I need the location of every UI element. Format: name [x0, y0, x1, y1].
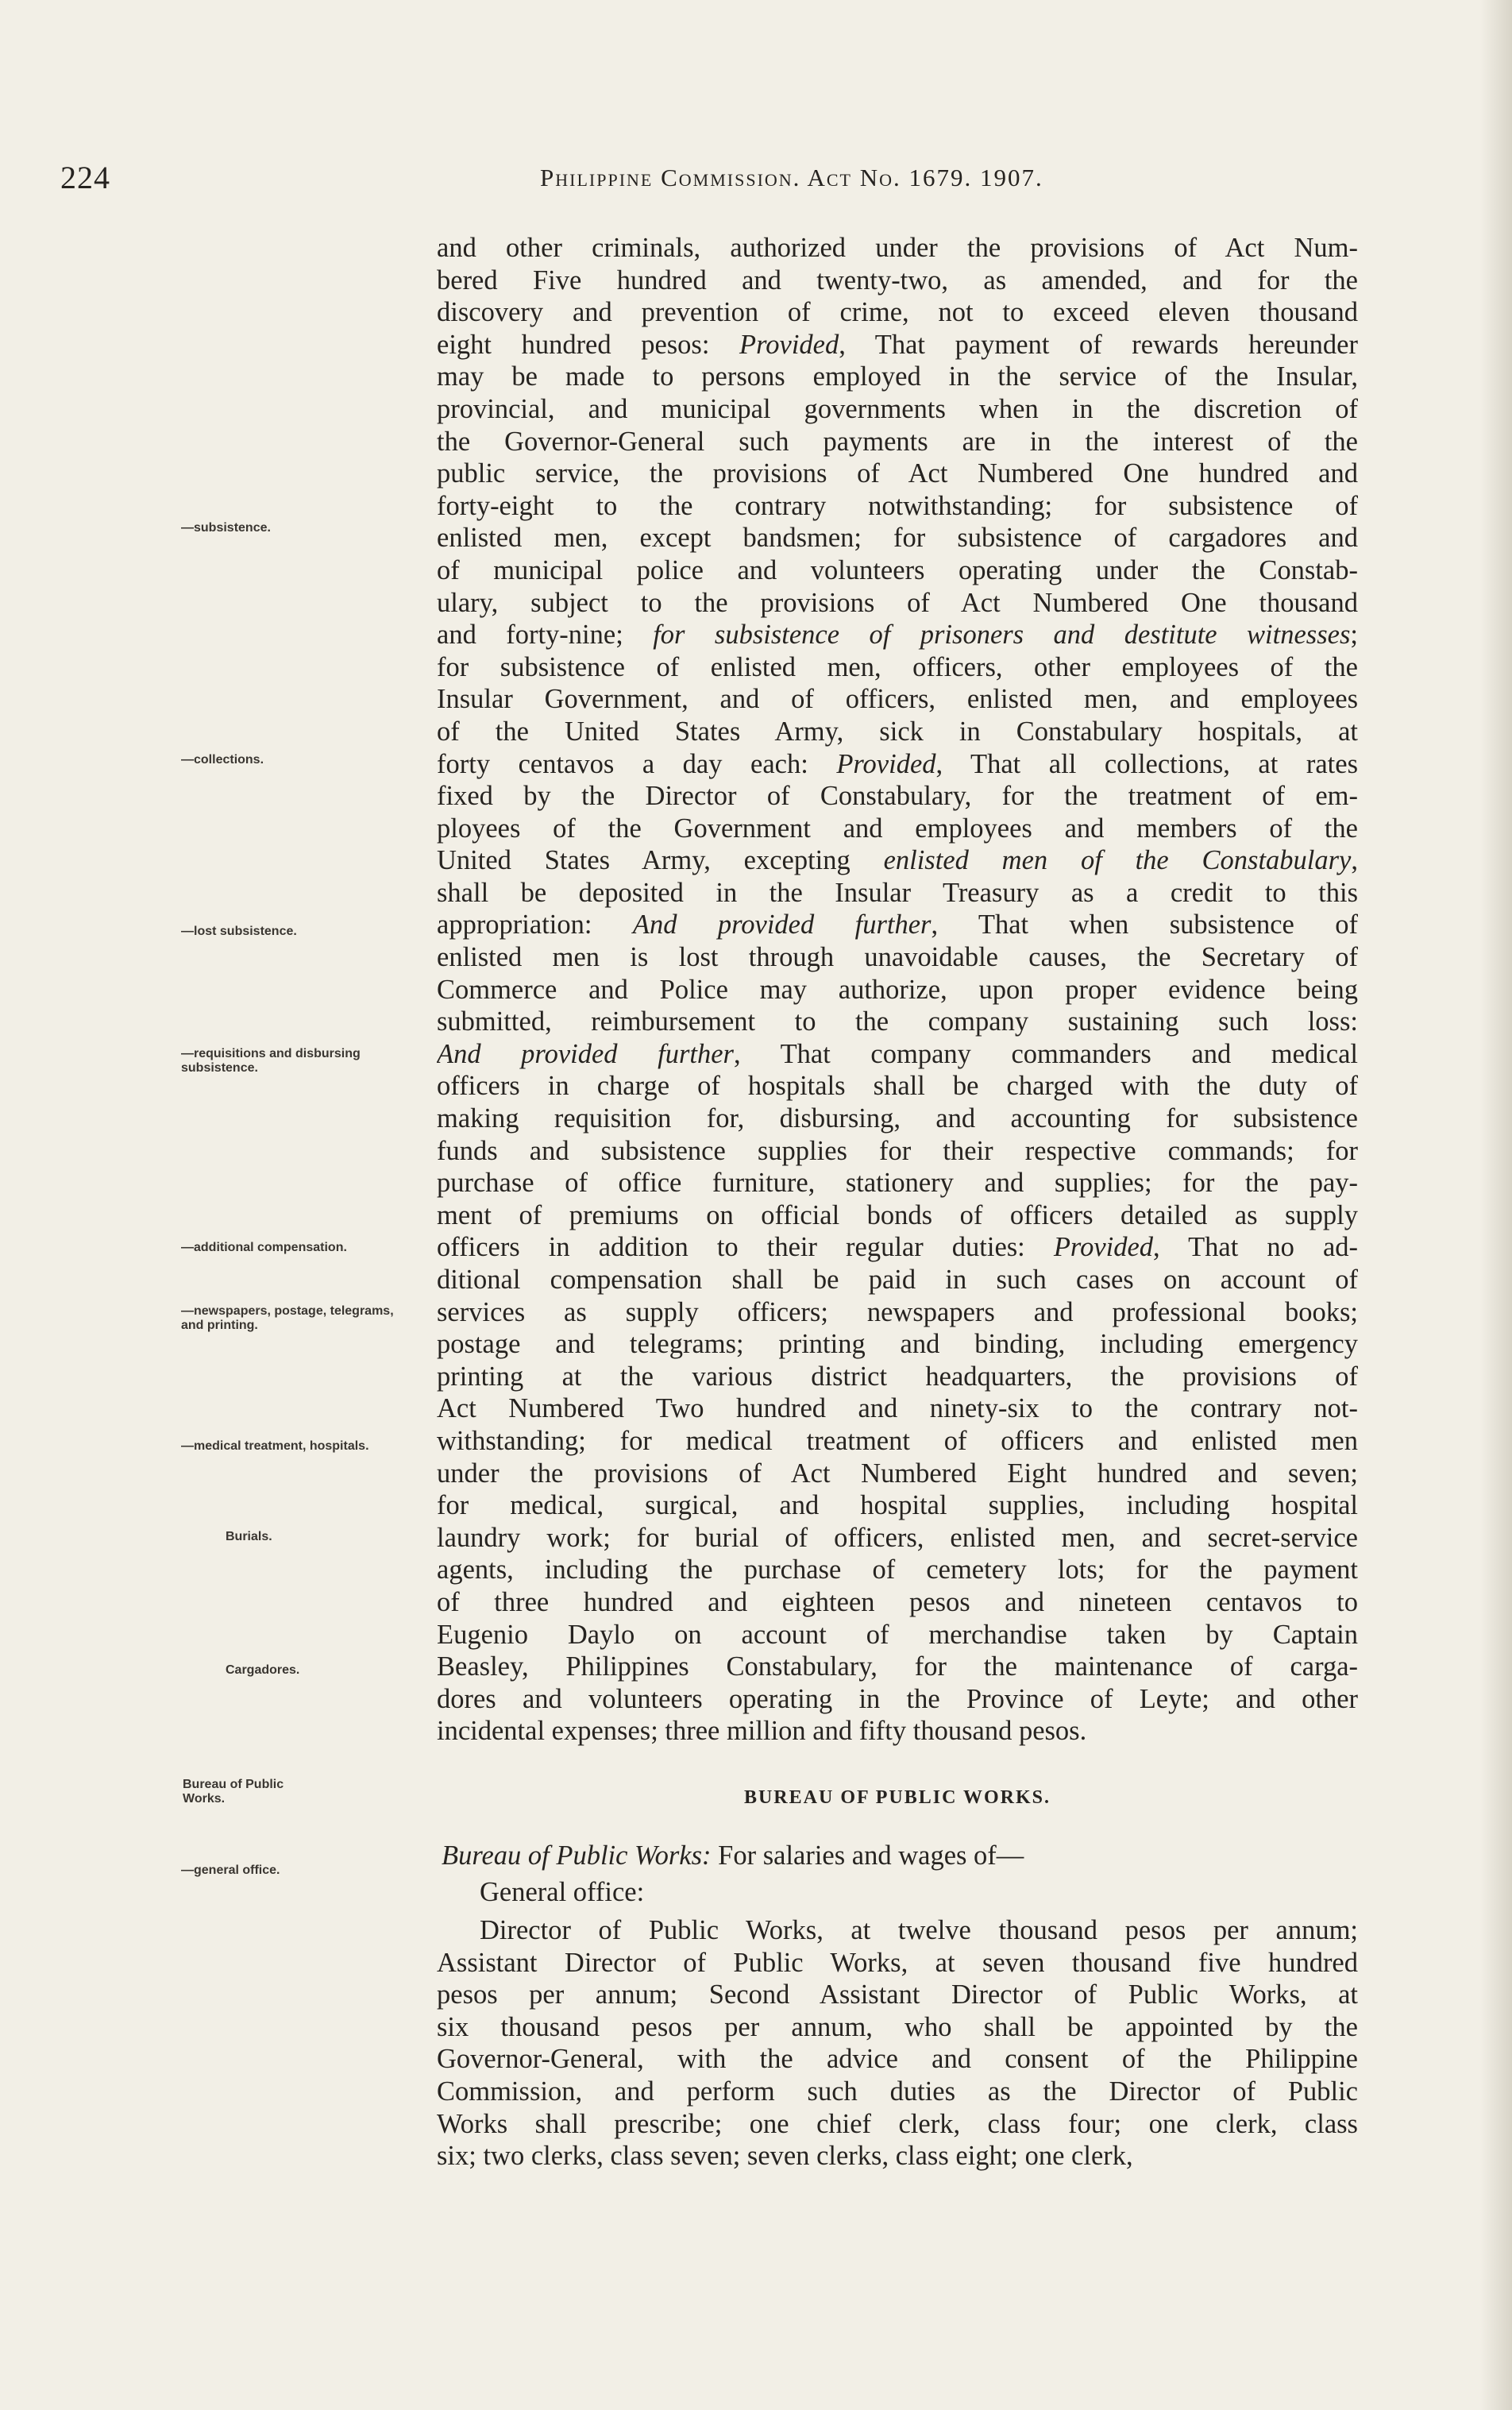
text-line: appropriation: And provided further, That when subsistence of — [437, 910, 1358, 940]
text-line: enlisted men is lost through unavoidable causes, the Secretary of — [437, 942, 1358, 973]
text-line: officers in addition to their regular duties: Provided, That no ad- — [437, 1232, 1358, 1263]
text-line: shall be deposited in the Insular Treasury as a credit to this — [437, 877, 1358, 908]
text-line: ment of premiums on official bonds of officers detailed as supply — [437, 1199, 1358, 1230]
body-text — [437, 232, 1358, 1748]
text-line: and other criminals, authorized under the provisions of Act Num- — [437, 233, 1358, 263]
running-head: Philippine Commission. Act No. 1679. 1907. — [540, 164, 1043, 191]
text-line: of three hundred and eighteen pesos and nineteen centavos to — [437, 1586, 1358, 1617]
text-line: services as supply officers; newspapers and professional books; — [437, 1296, 1358, 1327]
general-office-text — [437, 1914, 1358, 2172]
margin-note-bureau-public-works: Bureau of Public Works. — [183, 1778, 284, 1806]
text-line: agents, including the purchase of cemetery lots; for the payment — [437, 1555, 1358, 1585]
margin-note-general-office: —general office. — [181, 1864, 280, 1877]
text-line: discovery and prevention of crime, not to exceed eleven thousand — [437, 297, 1358, 328]
text-line: funds and subsistence supplies for their respective commands; for — [437, 1135, 1358, 1166]
text-line: provincial, and municipal governments when in the discretion of — [437, 393, 1358, 424]
text-line: purchase of office furniture, stationery and supplies; for the pay- — [437, 1168, 1358, 1199]
text-line: and forty-nine; for subsistence of prisoners and destitute witnesses; — [437, 620, 1358, 651]
text-line: ulary, subject to the provisions of Act Numbered One thousand — [437, 587, 1358, 618]
margin-note-newspapers-printing: —newspapers, postage, telegrams, and printing. — [181, 1304, 394, 1332]
text-line: incidental expenses; three million and fifty thousand pesos. — [437, 1716, 1087, 1747]
text-line: pesos per annum; Second Assistant Director of Public Works, at — [437, 1979, 1358, 2010]
text-line: of the United States Army, sick in Constabulary hospitals, at — [437, 716, 1358, 747]
text-line: forty-eight to the contrary notwithstanding; for subsistence of — [437, 490, 1358, 521]
bureau-intro-rest: For salaries and wages of— — [711, 1840, 1024, 1871]
text-line: Eugenio Daylo on account of merchandise taken by Captain — [437, 1619, 1358, 1650]
text-line: ditional compensation shall be paid in such cases on account of — [437, 1265, 1358, 1295]
text-line: for medical, surgical, and hospital supplies, including hospital — [437, 1490, 1358, 1521]
text-line: Works shall prescribe; one chief clerk, class four; one clerk, class — [437, 2108, 1358, 2139]
text-line: Governor-General, with the advice and consent of the Philippine — [437, 2044, 1358, 2075]
margin-note-lost-subsistence: —lost subsistence. — [181, 925, 297, 938]
text-line: the Governor-General such payments are in the interest of the — [437, 426, 1358, 457]
margin-note-collections: —collections. — [181, 753, 264, 767]
text-line: eight hundred pesos: Provided, That payment of rewards hereunder — [437, 329, 1358, 360]
text-line: And provided further, That company commanders and medical — [437, 1038, 1358, 1069]
text-line: submitted, reimbursement to the company sustaining such loss: — [437, 1006, 1358, 1037]
text-line: laundry work; for burial of officers, enlisted men, and secret-service — [437, 1522, 1358, 1553]
text-line: fixed by the Director of Constabulary, for the treatment of em- — [437, 781, 1358, 812]
text-line: printing at the various district headquarters, the provisions of — [437, 1361, 1358, 1392]
text-line: Director of Public Works, at twelve thousand pesos per annum; — [480, 1915, 1358, 1945]
text-line: six; two clerks, class seven; seven clerks, class eight; one clerk, — [437, 2141, 1133, 2172]
text-line: Act Numbered Two hundred and ninety-six to the contrary not- — [437, 1393, 1358, 1424]
text-line: officers in charge of hospitals shall be charged with the duty of — [437, 1071, 1358, 1102]
bureau-intro — [437, 1840, 1358, 1872]
text-line: dores and volunteers operating in the Province of Leyte; and other — [437, 1683, 1358, 1714]
margin-note-subsistence: —subsistence. — [181, 521, 271, 535]
text-line: six thousand pesos per annum, who shall be appointed by the — [437, 2011, 1358, 2042]
margin-note-requisitions: —requisitions and disbursing subsistence. — [181, 1047, 361, 1075]
text-line: postage and telegrams; printing and binding, including emergency — [437, 1329, 1358, 1360]
text-line: Commission, and perform such duties as the Director of Public — [437, 2076, 1358, 2107]
text-line: Commerce and Police may authorize, upon proper evidence being — [437, 974, 1358, 1005]
text-line: ployees of the Government and employees and members of the — [437, 813, 1358, 844]
margin-note-additional-compensation: —additional compensation. — [181, 1241, 347, 1254]
text-line: may be made to persons employed in the service of the Insular, — [437, 361, 1358, 392]
text-line: United States Army, excepting enlisted men of the Constabulary, — [437, 845, 1358, 876]
margin-note-medical-treatment: —medical treatment, hospitals. — [181, 1439, 369, 1453]
text-line: under the provisions of Act Numbered Eight hundred and seven; — [437, 1458, 1358, 1489]
text-line: Assistant Director of Public Works, at seven thousand five hundred — [437, 1947, 1358, 1978]
text-line: withstanding; for medical treatment of officers and enlisted men — [437, 1425, 1358, 1456]
text-line: Beasley, Philippines Constabulary, for the maintenance of carga- — [437, 1651, 1358, 1682]
bureau-intro-italic: Bureau of Public Works: — [442, 1840, 712, 1871]
text-line: of municipal police and volunteers operating under the Constab- — [437, 554, 1358, 585]
margin-note-cargadores: Cargadores. — [226, 1663, 300, 1677]
text-line: bered Five hundred and twenty-two, as amended, and for the — [437, 265, 1358, 295]
text-line: enlisted men, except bandsmen; for subsistence of cargadores and — [437, 523, 1358, 554]
text-line: making requisition for, disbursing, and accounting for subsistence — [437, 1103, 1358, 1134]
page-header — [0, 159, 1512, 207]
page-number: 224 — [60, 160, 110, 195]
text-line: public service, the provisions of Act Numbered One hundred and — [437, 458, 1358, 489]
text-line: Insular Government, and of officers, enlisted men, and employees — [437, 684, 1358, 715]
margin-note-burials: Burials. — [226, 1530, 272, 1543]
text-line: forty centavos a day each: Provided, That all collections, at rates — [437, 748, 1358, 779]
general-office-label: General office: — [480, 1877, 645, 1907]
page-edge-shadow — [1480, 0, 1512, 2410]
text-line: for subsistence of enlisted men, officers, other employees of the — [437, 651, 1358, 682]
section-heading: BUREAU OF PUBLIC WORKS. — [743, 1787, 1051, 1808]
